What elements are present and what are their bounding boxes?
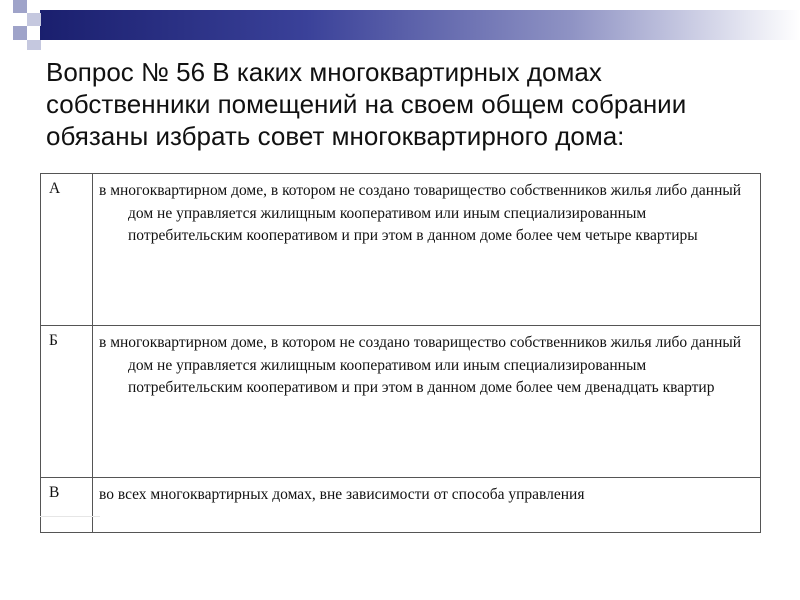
- option-letter: В: [41, 478, 93, 533]
- option-cell: [93, 478, 761, 533]
- decor-line: [40, 516, 100, 517]
- answer-option-row: [41, 174, 761, 326]
- decor-square: [27, 13, 41, 26]
- answer-options-table: [40, 173, 761, 533]
- answer-option-row: [41, 478, 761, 533]
- slide-title: Вопрос № 56 В каких многоквартирных домах собственники помещений на своем общем собрании обязаны избрать совет многоквартирного дома:: [46, 57, 687, 151]
- option-cell: [93, 174, 761, 326]
- header-gradient-bar: [40, 10, 800, 40]
- option-text: в многоквартирном доме, в котором не создано товарищество собственников жилья либо данный дом не управляется жилищным кооперативом или иным специализированным потребительским кооперативом и при этом в данном доме более чем четыре квартиры: [99, 182, 742, 244]
- answer-option-row: [41, 326, 761, 478]
- decor-square: [13, 0, 27, 13]
- option-letter: Б: [41, 326, 93, 478]
- option-cell: [93, 326, 761, 478]
- option-text: во всех многоквартирных домах, вне зависимости от способа управления: [99, 486, 585, 503]
- option-letter: А: [41, 174, 93, 326]
- decor-square: [27, 40, 41, 50]
- decor-square: [13, 26, 27, 40]
- option-text: в многоквартирном доме, в котором не создано товарищество собственников жилья либо данный дом не управляется жилищным кооперативом или иным специализированным потребительским кооперативом и при этом в данном доме более чем двенадцать квартир: [99, 334, 742, 396]
